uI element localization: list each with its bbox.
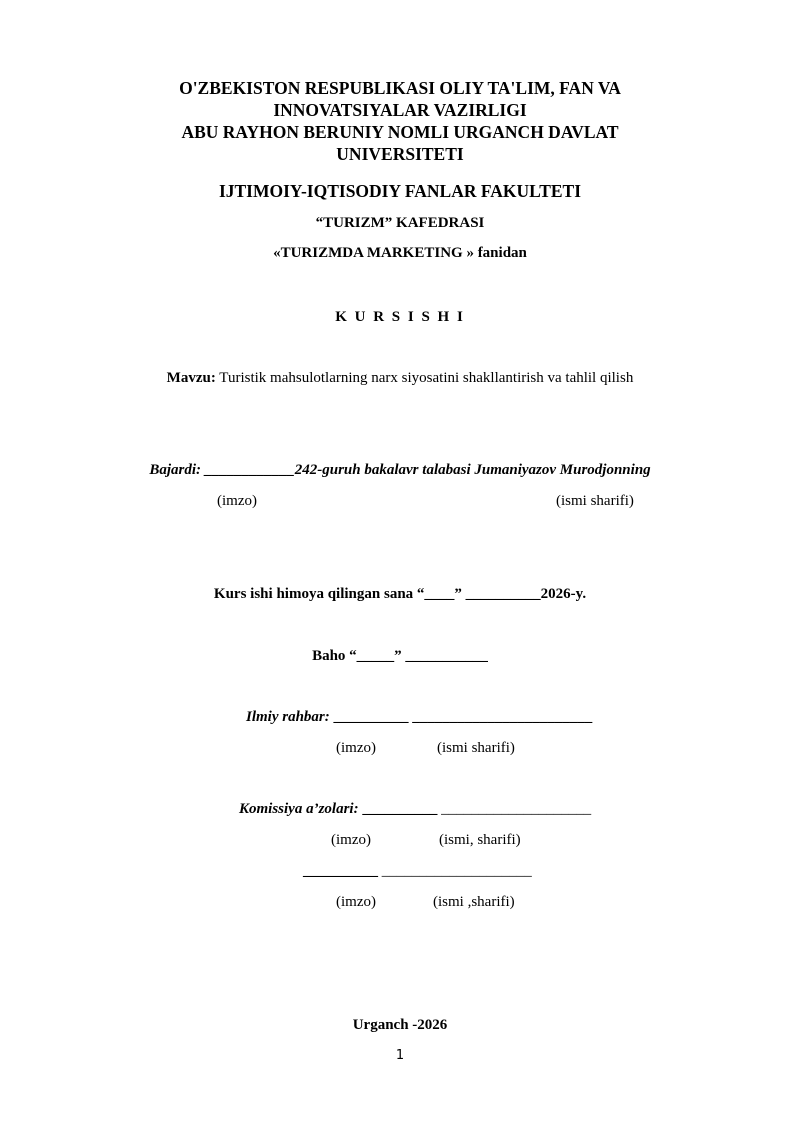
ministry-line-2: INNOVATSIYALAR VAZIRLIGI	[273, 100, 527, 120]
topic-line	[0, 370, 800, 387]
commission-name-caption-1: (ismi, sharifi)	[439, 832, 521, 848]
ministry-line-1: O'ZBEKISTON RESPUBLIKASI OLIY TA'LIM, FAN VA	[179, 78, 621, 98]
performer-line	[0, 462, 800, 479]
commission-signature-caption-1: (imzo)	[331, 832, 371, 848]
commission-name-blank-2: ____________________	[378, 863, 532, 879]
supervisor-blanks: __________ ________________________	[329, 709, 593, 725]
performer-label: Bajardi:	[149, 462, 205, 478]
subject-title: «TURIZMDA MARKETING » fanidan	[273, 245, 527, 261]
faculty-title: IJTIMOIY-IQTISODIY FANLAR FAKULTETI	[218, 181, 582, 201]
supervisor-signature-caption: (imzo)	[336, 740, 376, 756]
defense-date-line: Kurs ishi himoya qilingan sana “____” __________2026-y.	[213, 586, 587, 602]
department-title: “TURIZM” KAFEDRASI	[315, 215, 485, 231]
supervisor-name-caption: (ismi sharifi)	[437, 740, 515, 756]
document-type: K U R S I S H I	[335, 309, 465, 325]
supervisor-label: Ilmiy rahbar:	[246, 709, 330, 725]
topic-label: Mavzu:	[166, 370, 216, 386]
commission-label: Komissiya a’zolari:	[239, 801, 359, 817]
university-line-2: UNIVERSITETI	[336, 144, 464, 164]
page-number: 1	[395, 1048, 405, 1063]
topic-text: Turistik mahsulotlarning narx siyosatini shakllantirish va tahlil qilish	[215, 370, 634, 386]
commission-line-2	[303, 863, 532, 880]
commission-line	[239, 801, 591, 818]
commission-signature-blank: __________	[358, 801, 438, 817]
commission-name-blank: ____________________	[437, 801, 592, 817]
grade-line: Baho “_____” ___________	[312, 648, 488, 664]
university-line-1: ABU RAYHON BERUNIY NOMLI URGANCH DAVLAT	[181, 122, 619, 142]
supervisor-line	[246, 709, 592, 726]
performer-name-caption: (ismi sharifi)	[556, 493, 634, 509]
performer-signature-caption: (imzo)	[217, 493, 257, 509]
performer-text: 242-guruh bakalavr talabasi Jumaniyazov Murodjonning	[294, 462, 651, 478]
place-year: Urganch -2026	[352, 1017, 448, 1033]
commission-signature-blank-2: __________	[303, 863, 378, 879]
performer-signature-blank: ____________	[204, 462, 295, 478]
ministry-title	[0, 77, 800, 165]
commission-signature-caption-2: (imzo)	[336, 894, 376, 910]
commission-name-caption-2: (ismi ,sharifi)	[433, 894, 515, 910]
